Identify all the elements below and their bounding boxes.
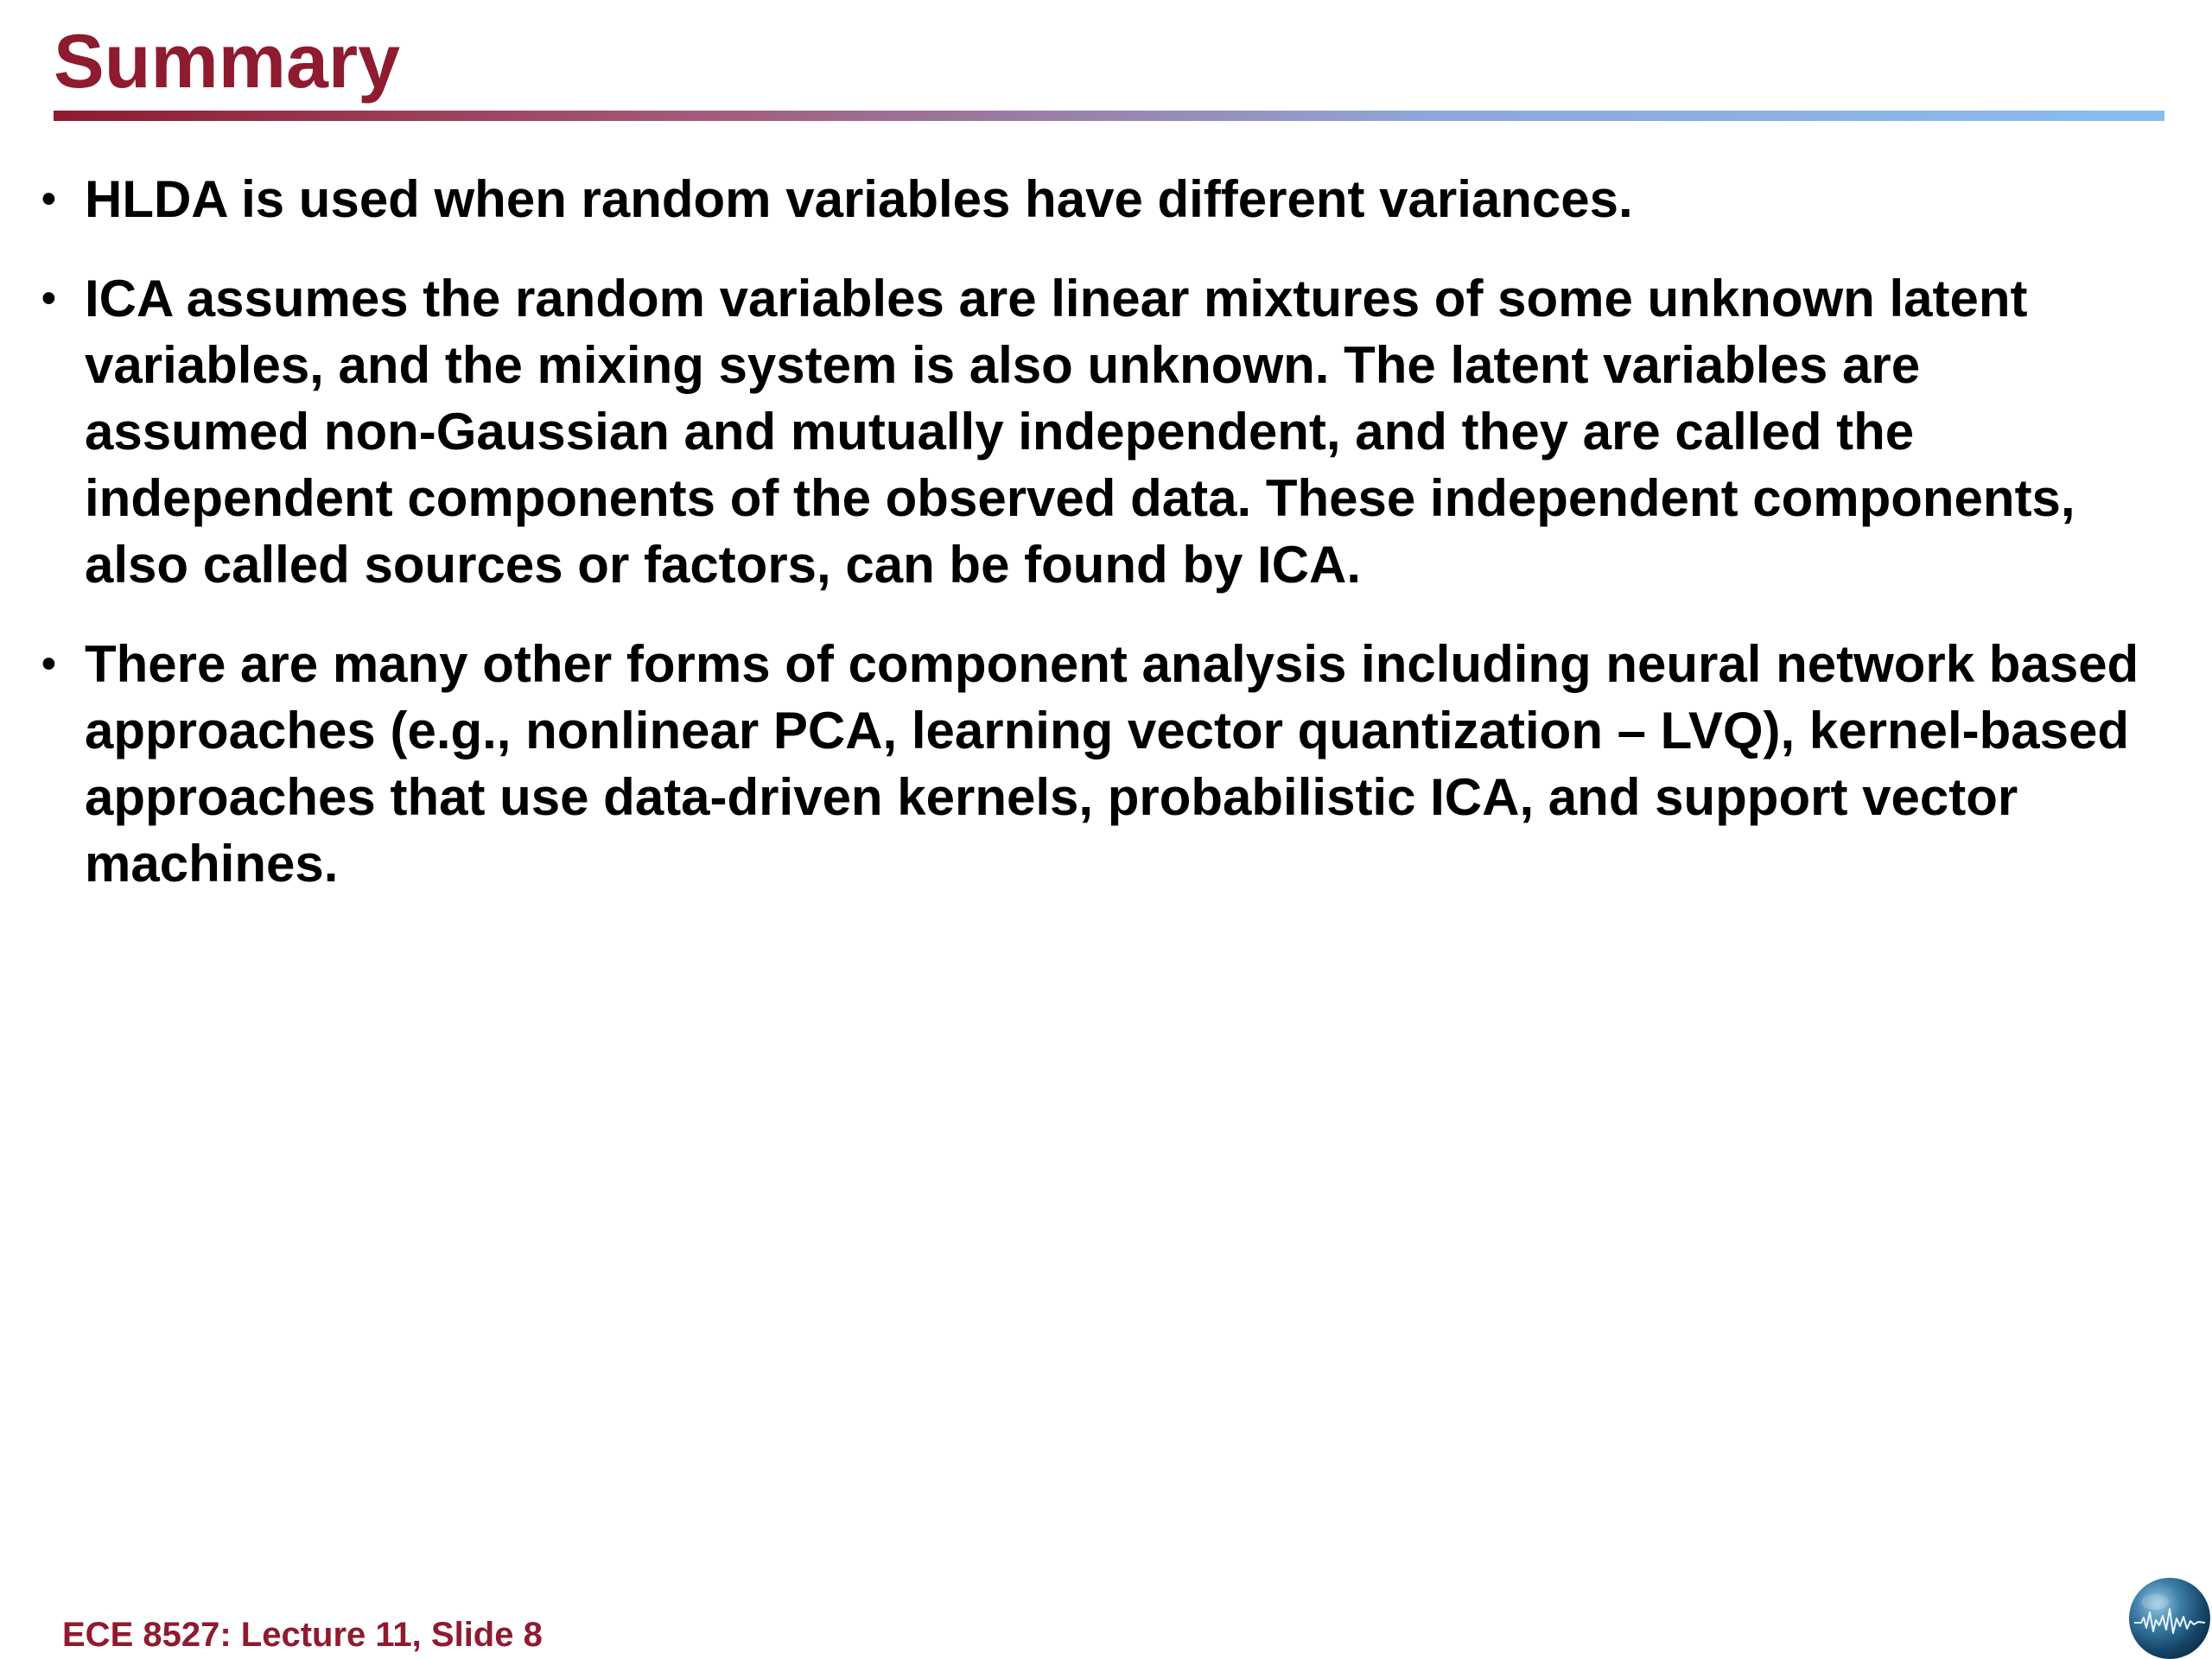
bullet-dot-icon: • <box>41 641 56 687</box>
bullet-dot-icon: • <box>41 276 56 321</box>
title-underline-divider <box>54 111 2164 121</box>
slide-title: Summary <box>54 18 401 104</box>
bullet-item <box>38 265 2155 598</box>
bullet-text: There are many other forms of component analysis including neural network based approaches (e.g., nonlinear PCA, learning vector quantization – LVQ), kernel-based approaches that use data-driven kernels, probabilistic ICA, and support vector machines. <box>85 635 2139 893</box>
bullet-text: HLDA is used when random variables have different variances. <box>85 170 1633 228</box>
globe-waveform-logo-icon <box>2129 1578 2210 1659</box>
bullet-list <box>38 166 2155 930</box>
bullet-text: ICA assumes the random variables are linear mixtures of some unknown latent variables, and the mixing system is also unknown. The latent variables are assumed non-Gaussian and mutually independent, and they are called the independent components of the observed data. These independent components, also called sources or factors, can be found by ICA. <box>85 270 2075 594</box>
bullet-dot-icon: • <box>41 176 56 222</box>
bullet-item <box>38 166 2155 232</box>
slide-footer: ECE 8527: Lecture 11, Slide 8 <box>62 1616 543 1654</box>
logo-waveform-graphic <box>2129 1578 2210 1659</box>
bullet-item <box>38 631 2155 897</box>
